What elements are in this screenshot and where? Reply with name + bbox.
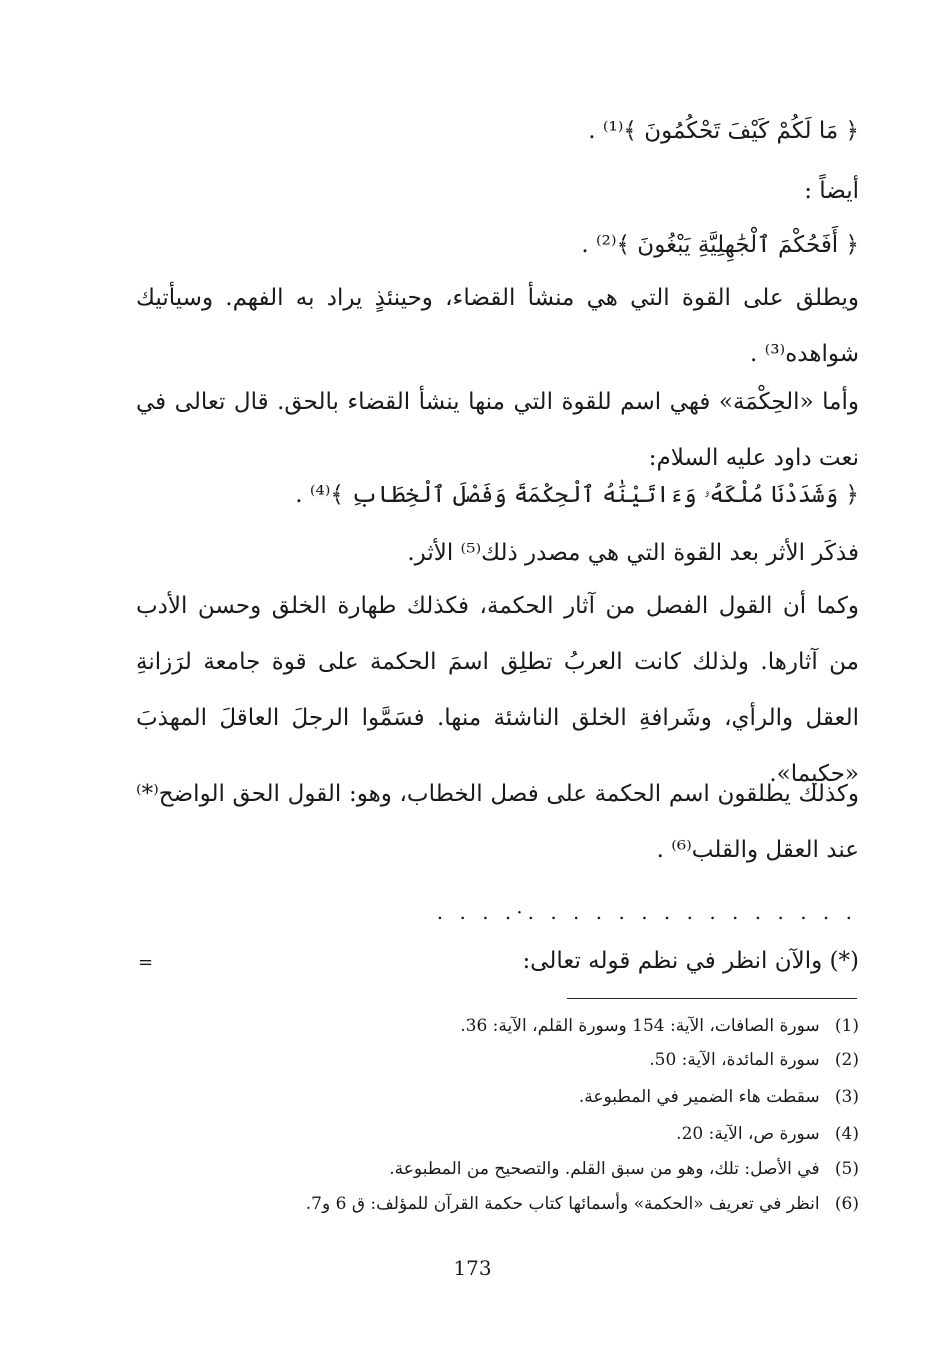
footnote-text: سورة المائدة، الآية: 50.: [649, 1050, 820, 1070]
footnote-text: انظر في تعريف «الحكمة» وأسمائها كتاب حكمة القرآن للمؤلف: ق 6 و7.: [305, 1194, 820, 1214]
paragraph-decisive-speech: وكذلك يطلقون اسم الحكمة على فصل الخطاب، وهو: القول الحق الواضح⁽*⁾ عند العقل والقلب⁽⁶⁾ .: [136, 781, 859, 863]
quran-verse-2: ﴿ أَفَحُكْمَ ٱلْجَٰهِلِيَّةِ يَبْغُونَ ﴾⁽²⁾ .: [581, 232, 859, 258]
footnote-rule: [567, 998, 857, 999]
page-number: 173: [453, 1256, 492, 1280]
footnote-5: [389, 1159, 859, 1179]
footnote-text: سورة الصافات، الآية: 154 وسورة القلم، الآية: 36.: [460, 1016, 820, 1036]
footnote-number: (1): [834, 1016, 859, 1036]
continuation-mark: =: [138, 952, 154, 973]
footnote-text: سورة ص، الآية: 20.: [676, 1124, 820, 1144]
footnote-text: سقطت هاء الضمير في المطبوعة.: [578, 1087, 820, 1107]
paragraph-understanding: ويطلق على القوة التي هي منشأ القضاء، وحينئذٍ يراد به الفهم. وسيأتيك شواهده⁽³⁾ .: [136, 285, 859, 367]
paragraph-wisdom-definition: وأما «الحِكْمَة» فهي اسم للقوة التي منها ينشأ القضاء بالحق. قال تعالى في نعت داود عليه السلام:: [136, 389, 859, 471]
footnote-1: [460, 1016, 859, 1036]
paragraph-effect: فذكَر الأثر بعد القوة التي هي مصدر ذلك⁽⁵⁾ الأثر.: [407, 540, 859, 566]
footnote-6: [306, 1194, 859, 1214]
footnote-number: (5): [834, 1159, 859, 1179]
quran-verse-3: ﴿ وَشَدَدْنَا مُلْكَهُۥ وَءَاتَيْنَٰهُ ٱلْحِكْمَةَ وَفَصْلَ ٱلْخِطَابِ ﴾⁽⁴⁾ .: [295, 482, 859, 508]
footnote-number: (3): [834, 1087, 859, 1107]
also-label: أيضاً :: [804, 178, 859, 204]
footnote-number: (2): [834, 1050, 859, 1070]
footnote-number: (4): [834, 1124, 859, 1144]
footnote-text: في الأصل: تلك، وهو من سبق القلم. والتصحيح من المطبوعة.: [389, 1159, 820, 1179]
footnote-3: [579, 1087, 859, 1107]
footnote-4: [676, 1124, 859, 1144]
quran-verse-1: ﴿ مَا لَكُمْ كَيْفَ تَحْكُمُونَ ﴾⁽¹⁾ .: [588, 118, 859, 144]
star-note: (*) والآن انظر في نظم قوله تعالى:: [522, 948, 859, 974]
footnote-number: (6): [834, 1194, 859, 1214]
separator-dots: . . . .·. . . . . . . . . . . . . . .: [436, 900, 857, 924]
footnote-2: [649, 1050, 859, 1070]
paragraph-wisdom-effects: وكما أن القول الفصل من آثار الحكمة، فكذلك طهارة الخلق وحسن الأدب من آثارها. ولذلك كانت العربُ تطلِق اسمَ الحكمة على قوة جامعة لرَزانةِ العقل والرأي، وشَرافةِ الخلق الناشئة منها. فسَمَّوا الرجلَ العاقلَ المهذبَ «حكيما».: [136, 593, 860, 787]
